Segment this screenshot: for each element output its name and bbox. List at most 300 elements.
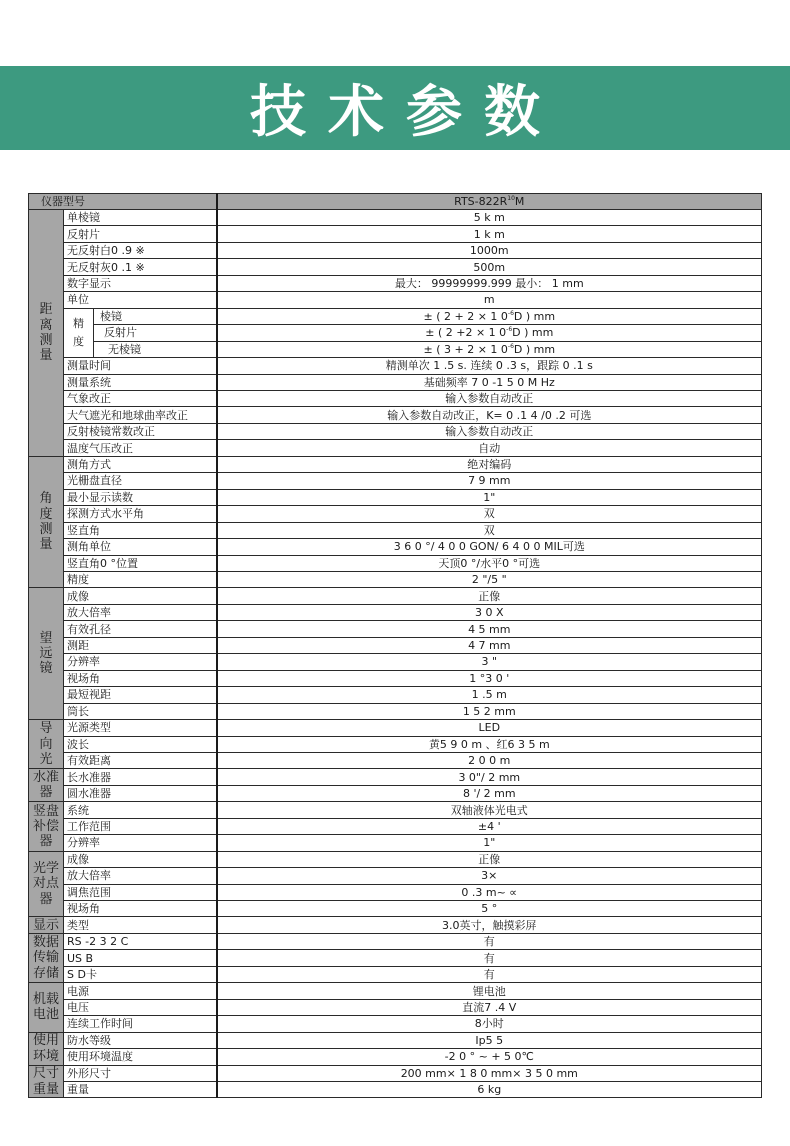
category-label-part: 存储: [32, 965, 59, 981]
table-row: [29, 621, 762, 637]
spec-value-text: -2 0 ° ~ + 5 0℃: [444, 1050, 534, 1064]
category-telescope: [29, 588, 64, 720]
spec-name: [64, 259, 217, 275]
spec-name-text: 视场角: [67, 902, 100, 916]
spec-name-text: 数字显示: [67, 277, 111, 291]
spec-name: [64, 390, 217, 406]
table-row: [29, 407, 762, 423]
table-row: [29, 325, 762, 341]
spec-name: [64, 374, 217, 390]
spec-name: [64, 1065, 217, 1081]
category-label-part: 量: [39, 348, 53, 364]
spec-value-text: ± ( 3 + 2 × 1 0: [423, 342, 508, 356]
spec-value: [217, 473, 762, 489]
spec-name: [64, 670, 217, 686]
spec-value-text: 8 '/ 2 mm: [462, 787, 516, 801]
category-label-part: 离: [39, 317, 53, 333]
table-row: [29, 933, 762, 949]
category-label-part: 距: [39, 302, 53, 318]
spec-name: [64, 637, 217, 653]
spec-name-text: 放大倍率: [67, 606, 111, 620]
spec-name: [64, 818, 217, 834]
spec-value-tail: D ) mm: [513, 309, 556, 323]
spec-value-text: 5 k m: [473, 211, 505, 225]
spec-value-text: 双轴液体光电式: [450, 803, 528, 817]
category-plummet: [29, 851, 64, 917]
category-label-part: 对点: [32, 876, 59, 892]
table-row: [29, 736, 762, 752]
category-battery: [29, 983, 64, 1032]
table-row: [29, 473, 762, 489]
spec-value: [217, 835, 762, 851]
category-angle: [29, 456, 64, 588]
spec-name-text: 光栅盘直径: [67, 474, 122, 488]
category-label-part: 水准: [32, 770, 59, 786]
model-sup: 10: [507, 195, 515, 202]
spec-value-text: 1 k m: [473, 227, 505, 241]
table-row: [29, 506, 762, 522]
spec-value-text: 3 0 X: [475, 606, 504, 620]
table-row: [29, 637, 762, 653]
spec-name: [64, 752, 217, 768]
spec-value: [217, 292, 762, 308]
spec-name: [64, 539, 217, 555]
table-row: [29, 901, 762, 917]
category-label-part: 环境: [32, 1048, 59, 1064]
spec-value: [217, 325, 762, 341]
spec-value-text: 4 5 mm: [468, 622, 511, 636]
table-row: [29, 818, 762, 834]
spec-value: [217, 242, 762, 258]
table-row: [29, 1049, 762, 1065]
spec-name-text: S D卡: [67, 968, 97, 982]
spec-value-text: m: [483, 293, 495, 307]
spec-name: [64, 687, 217, 703]
spec-value-text: 双: [483, 523, 495, 537]
spec-name-text: US B: [67, 951, 94, 965]
spec-value-text: 绝对编码: [467, 458, 512, 472]
table-row: [29, 341, 762, 357]
spec-name: [94, 308, 217, 324]
spec-value: [217, 966, 762, 982]
spec-value: [217, 210, 762, 226]
spec-name: [64, 1016, 217, 1032]
category-label-part: 镜: [39, 661, 53, 677]
table-row: [29, 604, 762, 620]
category-label-part: 光: [39, 751, 53, 767]
spec-name-text: 放大倍率: [67, 869, 111, 883]
table-row: [29, 884, 762, 900]
spec-name-text: 棱镜: [100, 309, 122, 323]
spec-name-text: 无反射灰0 .1 ※: [67, 260, 145, 274]
spec-value-text: 3 ": [481, 655, 498, 669]
spec-name-text: 反射棱镜常数改正: [67, 425, 155, 439]
spec-name: [64, 1049, 217, 1065]
category-label-part: 角: [39, 491, 53, 507]
table-row: [29, 670, 762, 686]
spec-name-text: 竖直角: [67, 523, 100, 537]
table-row: [29, 489, 762, 505]
spec-name-text: 最小显示读数: [67, 490, 133, 504]
spec-name-text: 工作范围: [67, 819, 111, 833]
table-row: [29, 720, 762, 736]
category-label-part: 机载: [32, 992, 59, 1008]
spec-value: [217, 1032, 762, 1048]
header-model-label-text: 仪器型号: [41, 195, 85, 208]
spec-name-text: 分辨率: [67, 836, 100, 850]
spec-name: [64, 999, 217, 1015]
model-name: RTS-822R: [454, 195, 508, 208]
spec-name-text: 调焦范围: [67, 885, 111, 899]
spec-value-text: 黄5 9 0 m 、红6 3 5 m: [428, 737, 550, 751]
table-row: [29, 654, 762, 670]
category-label-part: 望: [39, 630, 53, 646]
title-banner: [0, 66, 790, 150]
spec-value: [217, 539, 762, 555]
spec-value: [217, 851, 762, 867]
category-label-part: 补偿: [32, 818, 59, 834]
category-label-part: 传输: [32, 950, 59, 966]
spec-name: [64, 703, 217, 719]
category-level: [29, 769, 64, 802]
category-size: [29, 1065, 64, 1098]
spec-value-text: 4 7 mm: [468, 639, 511, 652]
spec-value: [217, 407, 762, 423]
category-label-part: 数据: [32, 935, 59, 951]
category-label-part: 重量: [32, 1081, 59, 1097]
spec-value: [217, 769, 762, 785]
spec-name: [64, 275, 217, 291]
spec-name: [64, 917, 217, 933]
spec-name-text: RS -2 3 2 C: [67, 935, 129, 949]
spec-name: [94, 341, 217, 357]
spec-value-text: 有: [483, 968, 495, 982]
spec-value-text: 最大： 99999999.999 最小： 1 mm: [394, 277, 584, 291]
spec-value: [217, 489, 762, 505]
spec-value-text: 自动: [478, 441, 501, 455]
spec-name-text: 精度: [67, 573, 89, 587]
spec-value-text: ± ( 2 + 2 × 1 0: [423, 309, 508, 323]
spec-name-text: 光源类型: [67, 721, 111, 735]
spec-value: [217, 670, 762, 686]
spec-value-text: 1 .5 m: [471, 688, 507, 702]
category-label-part: 使用: [32, 1033, 59, 1049]
spec-name: [64, 1032, 217, 1048]
spec-value: [217, 868, 762, 884]
spec-name: [64, 489, 217, 505]
spec-name-text: 无反射白0 .9 ※: [67, 244, 145, 258]
spec-name-text: 气象改正: [67, 392, 111, 406]
spec-name-text: 连续工作时间: [67, 1017, 133, 1031]
spec-value: [217, 226, 762, 242]
spec-name-text: 重量: [67, 1083, 89, 1097]
spec-value-text: ±4 ': [477, 819, 501, 833]
spec-name: [64, 588, 217, 604]
spec-name-text: 反射片: [67, 227, 100, 241]
spec-name-text: 类型: [67, 918, 89, 932]
spec-value-text: 正像: [478, 852, 501, 866]
spec-value: [217, 703, 762, 719]
spec-name-text: 分辨率: [67, 655, 100, 669]
spec-value-text: 1 5 2 mm: [462, 704, 516, 718]
spec-value: [217, 736, 762, 752]
header-model-label: [29, 194, 217, 210]
spec-value-text: 有: [483, 951, 495, 965]
spec-value-text: 1": [483, 836, 496, 850]
table-row: [29, 950, 762, 966]
spec-value-text: 0 .3 m~ ∝: [461, 885, 518, 899]
category-label-part: 向: [39, 736, 53, 752]
category-label-part: 量: [39, 537, 53, 553]
spec-name: [64, 473, 217, 489]
spec-value: [217, 308, 762, 324]
spec-value: [217, 933, 762, 949]
table-row: [29, 226, 762, 242]
spec-name: [64, 358, 217, 374]
spec-name: [64, 802, 217, 818]
spec-value-text: 直流7 .4 V: [462, 1000, 517, 1014]
spec-value-sup: -6: [507, 309, 514, 317]
category-compensator: [29, 802, 64, 851]
spec-value: [217, 275, 762, 291]
spec-name-text: 无棱镜: [108, 342, 141, 356]
spec-name: [64, 933, 217, 949]
spec-name: [64, 851, 217, 867]
spec-name: [64, 604, 217, 620]
spec-value: [217, 621, 762, 637]
category-label-part: 电池: [32, 1007, 59, 1023]
spec-value-text: 1": [483, 490, 496, 504]
spec-value-text: 有: [483, 935, 495, 949]
spec-value-text: 2 "/5 ": [471, 573, 507, 587]
spec-name: [64, 835, 217, 851]
category-label-part: 测: [39, 332, 53, 348]
spec-name-text: 成像: [67, 852, 89, 866]
spec-value: [217, 1082, 762, 1098]
spec-value: [217, 506, 762, 522]
spec-value: [217, 555, 762, 571]
table-row: [29, 423, 762, 439]
table-header-row: [29, 194, 762, 210]
spec-name: [64, 983, 217, 999]
category-label-part: 测: [39, 522, 53, 538]
table-row: [29, 390, 762, 406]
spec-name: [64, 901, 217, 917]
spec-name: [64, 621, 217, 637]
spec-value: [217, 341, 762, 357]
spec-value-text: 天顶0 °/水平0 °可选: [438, 556, 541, 570]
category-label-part: 器: [39, 834, 53, 850]
spec-name-text: 有效孔径: [67, 622, 111, 636]
spec-value: [217, 983, 762, 999]
spec-name-text: 测量系统: [67, 375, 111, 389]
spec-name: [64, 884, 217, 900]
category-guide: [29, 720, 64, 769]
spec-name-text: 电源: [67, 984, 89, 998]
spec-value: [217, 818, 762, 834]
spec-value-text: 200 mm× 1 8 0 mm× 3 5 0 mm: [400, 1066, 578, 1080]
page-title: 技术参数: [250, 80, 562, 145]
category-label-part: 远: [39, 646, 53, 662]
spec-value-text: 3 6 0 °/ 4 0 0 GON/ 6 4 0 0 MIL可选: [393, 540, 585, 554]
precision-label-part: 度: [73, 334, 84, 348]
spec-name-text: 筒长: [67, 704, 89, 718]
spec-value-text: 1 °3 0 ': [469, 671, 510, 685]
spec-name-text: 使用环境温度: [67, 1050, 133, 1064]
category-label-part: 导: [39, 721, 53, 737]
spec-value-text: 7 9 mm: [468, 474, 511, 488]
table-row: [29, 752, 762, 768]
spec-value: [217, 720, 762, 736]
spec-name: [64, 720, 217, 736]
table-row: [29, 703, 762, 719]
spec-value-text: 输入参数自动改正: [445, 392, 534, 406]
category-label-part: 器: [39, 891, 53, 907]
spec-name: [64, 522, 217, 538]
spec-name: [64, 423, 217, 439]
header-model-value: [217, 194, 762, 210]
spec-value: [217, 1049, 762, 1065]
category-label-part: 竖盘: [32, 803, 59, 819]
table-row: [29, 1016, 762, 1032]
table-row: [29, 358, 762, 374]
spec-name: [64, 292, 217, 308]
spec-name: [64, 571, 217, 587]
spec-value: [217, 259, 762, 275]
spec-name: [64, 950, 217, 966]
spec-value-text: 正像: [478, 589, 501, 603]
spec-value-text: Ip5 5: [475, 1033, 504, 1047]
spec-name-text: 单棱镜: [67, 211, 100, 225]
table-row: [29, 588, 762, 604]
spec-value: [217, 785, 762, 801]
table-row: [29, 769, 762, 785]
spec-name-text: 外形尺寸: [67, 1066, 111, 1080]
table-row: [29, 210, 762, 226]
spec-value: [217, 522, 762, 538]
spec-name: [64, 868, 217, 884]
spec-name-text: 防水等级: [67, 1033, 111, 1047]
table-row: [29, 571, 762, 587]
spec-value-text: 基础频率 7 0 -1 5 0 M Hz: [423, 375, 555, 389]
table-row: [29, 1082, 762, 1098]
spec-name: [64, 226, 217, 242]
spec-value-text: LED: [478, 721, 501, 735]
category-label-part: 尺寸: [32, 1066, 59, 1082]
spec-name: [64, 506, 217, 522]
spec-name-text: 长水准器: [67, 770, 111, 784]
table-row: [29, 539, 762, 555]
table-row: [29, 1065, 762, 1081]
spec-value-tail: D ) mm: [512, 326, 554, 340]
spec-name: [64, 769, 217, 785]
spec-value: [217, 917, 762, 933]
spec-name: [64, 242, 217, 258]
spec-name-text: 温度气压改正: [67, 441, 133, 455]
spec-value: [217, 1065, 762, 1081]
spec-value: [217, 687, 762, 703]
table-row: [29, 687, 762, 703]
spec-value-text: 8小时: [474, 1017, 504, 1031]
spec-name: [64, 785, 217, 801]
model-suffix: M: [514, 195, 525, 208]
spec-value: [217, 1016, 762, 1032]
spec-value-text: 3 0"/ 2 mm: [458, 770, 521, 784]
spec-table: [28, 193, 762, 1098]
table-row: [29, 555, 762, 571]
spec-value: [217, 901, 762, 917]
spec-value-text: 2 0 0 m: [468, 754, 511, 768]
spec-name-text: 竖直角0 °位置: [67, 556, 138, 570]
spec-value: [217, 358, 762, 374]
category-label-part: 显示: [32, 917, 59, 933]
spec-value: [217, 374, 762, 390]
category-label-part: 度: [39, 506, 53, 522]
spec-name-text: 探测方式水平角: [67, 507, 144, 521]
spec-value-sup: -6: [507, 342, 514, 350]
category-display: [29, 917, 64, 933]
spec-value: [217, 440, 762, 456]
spec-name-text: 有效距离: [67, 754, 111, 768]
spec-value: [217, 588, 762, 604]
spec-value-text: 输入参数自动改正: [445, 425, 534, 439]
precision-label: [64, 308, 94, 357]
category-label-part: 器: [39, 785, 53, 801]
spec-value-text: 精测单次 1 .5 s. 连续 0 .3 s，跟踪 0 .1 s: [385, 359, 593, 373]
spec-value-text: 双: [483, 507, 495, 521]
spec-name-text: 最短视距: [67, 688, 111, 702]
spec-value-text: 锂电池: [472, 984, 506, 998]
table-row: [29, 868, 762, 884]
spec-value: [217, 802, 762, 818]
table-row: [29, 917, 762, 933]
table-row: [29, 785, 762, 801]
spec-name-text: 圆水准器: [67, 787, 111, 801]
spec-name: [64, 407, 217, 423]
category-label-part: 光学: [32, 861, 59, 877]
spec-name-text: 视场角: [67, 671, 100, 685]
spec-name-text: 测角单位: [67, 540, 111, 554]
spec-name-text: 波长: [67, 737, 89, 751]
spec-value: [217, 571, 762, 587]
table-row: [29, 308, 762, 324]
spec-name: [94, 325, 217, 341]
table-row: [29, 242, 762, 258]
category-distance: [29, 210, 64, 457]
table-row: [29, 983, 762, 999]
spec-value: [217, 884, 762, 900]
spec-value: [217, 456, 762, 472]
spec-name: [64, 440, 217, 456]
category-env: [29, 1032, 64, 1065]
table-row: [29, 440, 762, 456]
table-row: [29, 835, 762, 851]
spec-value-text: 3×: [481, 869, 498, 883]
spec-value-text: 输入参数自动改正，K= 0 .1 4 /0 .2 可选: [387, 408, 592, 422]
spec-value-text: ± ( 2 +2 × 1 0: [425, 326, 507, 340]
spec-name: [64, 210, 217, 226]
table-row: [29, 374, 762, 390]
category-data: [29, 933, 64, 982]
spec-name-text: 反射片: [104, 326, 137, 340]
spec-name: [64, 654, 217, 670]
spec-value: [217, 390, 762, 406]
spec-name-text: 成像: [67, 589, 89, 603]
table-row: [29, 851, 762, 867]
spec-value-text: 500m: [473, 260, 506, 274]
table-row: [29, 259, 762, 275]
spec-value-text: 6 kg: [477, 1083, 502, 1097]
